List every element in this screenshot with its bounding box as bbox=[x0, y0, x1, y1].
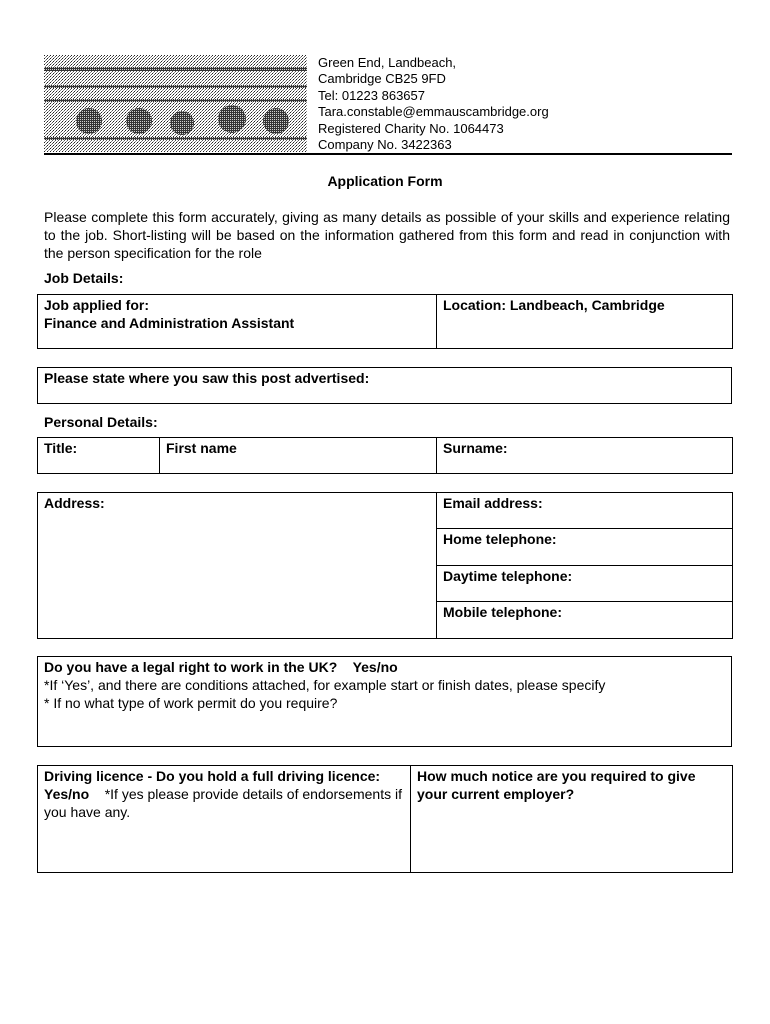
right-to-work-field[interactable] bbox=[38, 657, 732, 747]
charity-number-line: Registered Charity No. 1064473 bbox=[318, 120, 504, 136]
location-label: Location: Landbeach, Cambridge bbox=[443, 297, 665, 313]
job-applied-value: Finance and Administration Assistant bbox=[44, 315, 295, 331]
company-number-line: Company No. 3422363 bbox=[318, 137, 452, 153]
email-line: Tara.constable@emmauscambridge.org bbox=[318, 104, 549, 120]
job-details-table bbox=[37, 294, 733, 349]
contact-table bbox=[37, 492, 733, 639]
emmaus-logo bbox=[44, 55, 307, 152]
header-rule bbox=[44, 153, 732, 155]
title-field[interactable] bbox=[38, 438, 160, 474]
right-to-work-label: Do you have a legal right to work in the UK? bbox=[44, 659, 338, 675]
advertised-table bbox=[37, 367, 732, 404]
logo-image bbox=[44, 55, 307, 152]
address-label: Address: bbox=[44, 495, 105, 511]
job-applied-cell[interactable] bbox=[38, 295, 437, 349]
driving-licence-field[interactable] bbox=[38, 766, 411, 873]
mobile-telephone-label: Mobile telephone: bbox=[443, 604, 562, 620]
intro-paragraph: Please complete this form accurately, giving as many details as possible of your skills and experience relating to the job. Short-listing will be based on the information gathered from this form and read in conjunction with the person specification for the role bbox=[44, 209, 730, 261]
right-to-work-note-yes: *If ‘Yes’, and there are conditions attached, for example start or finish dates, please specify bbox=[44, 677, 606, 693]
job-details-heading: Job Details: bbox=[44, 270, 124, 286]
email-field[interactable] bbox=[437, 493, 733, 529]
daytime-telephone-field[interactable] bbox=[437, 566, 733, 602]
form-title: Application Form bbox=[327, 173, 443, 189]
notice-period-question: How much notice are you required to give your current employer? bbox=[417, 768, 696, 802]
letterhead-address bbox=[318, 55, 549, 153]
name-table bbox=[37, 437, 733, 474]
notice-period-field[interactable] bbox=[411, 766, 733, 873]
address-line: Cambridge CB25 9FD bbox=[318, 71, 446, 87]
driving-licence-note: *If yes please provide details of endorsements if you have any. bbox=[44, 786, 402, 820]
home-telephone-label: Home telephone: bbox=[443, 531, 557, 547]
daytime-telephone-label: Daytime telephone: bbox=[443, 568, 573, 584]
title-label: Title: bbox=[44, 440, 78, 456]
right-to-work-question bbox=[44, 658, 725, 676]
driving-licence-question: Driving licence - Do you hold a full driving licence: bbox=[44, 768, 381, 784]
telephone-line: Tel: 01223 863657 bbox=[318, 87, 425, 103]
right-to-work-table bbox=[37, 656, 732, 747]
email-label: Email address: bbox=[443, 495, 543, 511]
first-name-field[interactable] bbox=[160, 438, 437, 474]
surname-field[interactable] bbox=[437, 438, 733, 474]
driving-licence-options: Yes/no bbox=[44, 786, 90, 802]
right-to-work-note-no: * If no what type of work permit do you require? bbox=[44, 695, 338, 711]
address-field[interactable] bbox=[38, 493, 437, 639]
location-cell bbox=[437, 295, 733, 349]
driving-notice-table bbox=[37, 765, 733, 873]
address-line: Green End, Landbeach, bbox=[318, 55, 457, 70]
mobile-telephone-field[interactable] bbox=[437, 602, 733, 639]
advertised-field[interactable] bbox=[38, 368, 732, 404]
advertised-label: Please state where you saw this post advertised: bbox=[44, 370, 370, 386]
job-applied-label: Job applied for: bbox=[44, 297, 149, 313]
surname-label: Surname: bbox=[443, 440, 508, 456]
personal-details-heading: Personal Details: bbox=[44, 414, 158, 430]
home-telephone-field[interactable] bbox=[437, 529, 733, 566]
right-to-work-options: Yes/no bbox=[352, 659, 398, 675]
first-name-label: First name bbox=[166, 440, 237, 456]
